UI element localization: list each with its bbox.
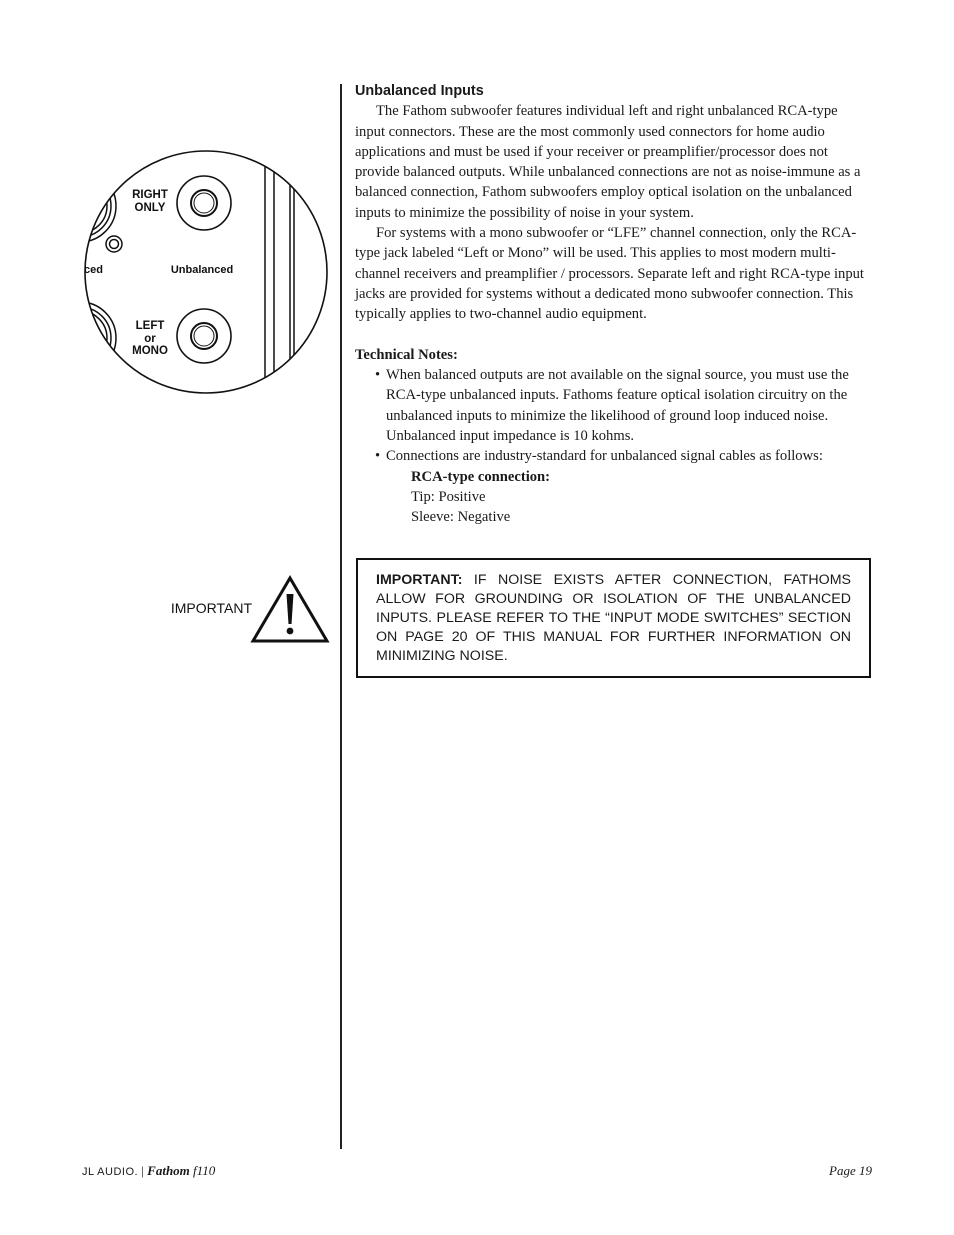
list-item: • When balanced outputs are not available on the signal source, you must use the RCA-type unbalanced inputs. Fathoms feature optical isolation circuitry on the unbalanced inputs to minimize the likelihood of ground loop induced noise. Unbalanced input impedance is 10 kohms. — [375, 367, 849, 445]
label-right-only: RIGHT ONLY — [132, 189, 168, 214]
model-number: f110 — [189, 1163, 216, 1178]
label-balanced-partial: ced — [84, 264, 103, 276]
model-name: Fathom — [147, 1163, 190, 1178]
technical-notes-list — [355, 365, 870, 466]
paragraph-1: The Fathom subwoofer features individual left and right unbalanced RCA-type input connectors. These are the most commonly used connectors for home audio applications and must be used if your receiver or preamplifier/processor does not provide balanced outputs. While unbalanced connections are not as noise-immune as a balanced connection, Fathom subwoofers employ optical isolation on the unbalanced inputs to minimize the possibility of noise in your system. — [355, 103, 861, 221]
column-divider — [340, 84, 342, 1149]
important-notice-box — [356, 558, 871, 678]
notice-lead: IMPORTANT: — [376, 572, 463, 588]
page-number: Page 19 — [829, 1163, 872, 1178]
rca-connection-block — [355, 467, 870, 528]
list-item: • Connections are industry-standard for unbalanced signal cables as follows: — [375, 448, 823, 465]
rca-sleeve: Sleeve: Negative — [411, 509, 511, 526]
rca-tip: Tip: Positive — [411, 488, 486, 505]
paragraph-2: For systems with a mono subwoofer or “LFE” channel connection, only the RCA-type jack labeled “Left or Mono” will be used. This applies to most modern multi-channel receivers and preamplifier / processors. Separate left and right RCA-type input jacks are provided for systems without a dedicated mono subwoofer connection. This typically applies to two-channel audio equipment. — [355, 225, 864, 323]
brand-logo: JL AUDIO. — [82, 1166, 139, 1178]
notice-text: IF NOISE EXISTS AFTER CONNECTION, FATHOMS ALLOW FOR GROUNDING OR ISOLATION OF THE UNBALANCED INPUTS. PLEASE REFER TO THE “INPUT MODE SWITCHES” SECTION ON PAGE 20 OF THIS MANUAL FOR FURTHER INFORMATION ON MINIMIZING NOISE. — [376, 572, 851, 664]
bullet-text: Connections are industry-standard for unbalanced signal cables as follows: — [386, 448, 823, 465]
label-unbalanced: Unbalanced — [170, 264, 234, 276]
technical-notes-title: Technical Notes: — [355, 346, 458, 363]
rca-input-illustration — [82, 148, 330, 396]
footer-separator: | — [138, 1163, 148, 1178]
important-label: IMPORTANT — [170, 600, 252, 616]
footer-left — [82, 1163, 215, 1179]
main-content — [355, 81, 870, 528]
section-heading: Unbalanced Inputs — [355, 83, 484, 99]
label-left-or-mono: LEFT or MONO — [132, 320, 168, 357]
rca-title: RCA-type connection: — [411, 468, 551, 485]
warning-triangle-icon — [250, 574, 330, 644]
bullet-text: When balanced outputs are not available on the signal source, you must use the RCA-type unbalanced inputs. Fathoms feature optical isolation circuitry on the unbalanced inputs to minimize the likelihood of ground loop induced noise. Unbalanced input impedance is 10 kohms. — [386, 367, 849, 445]
